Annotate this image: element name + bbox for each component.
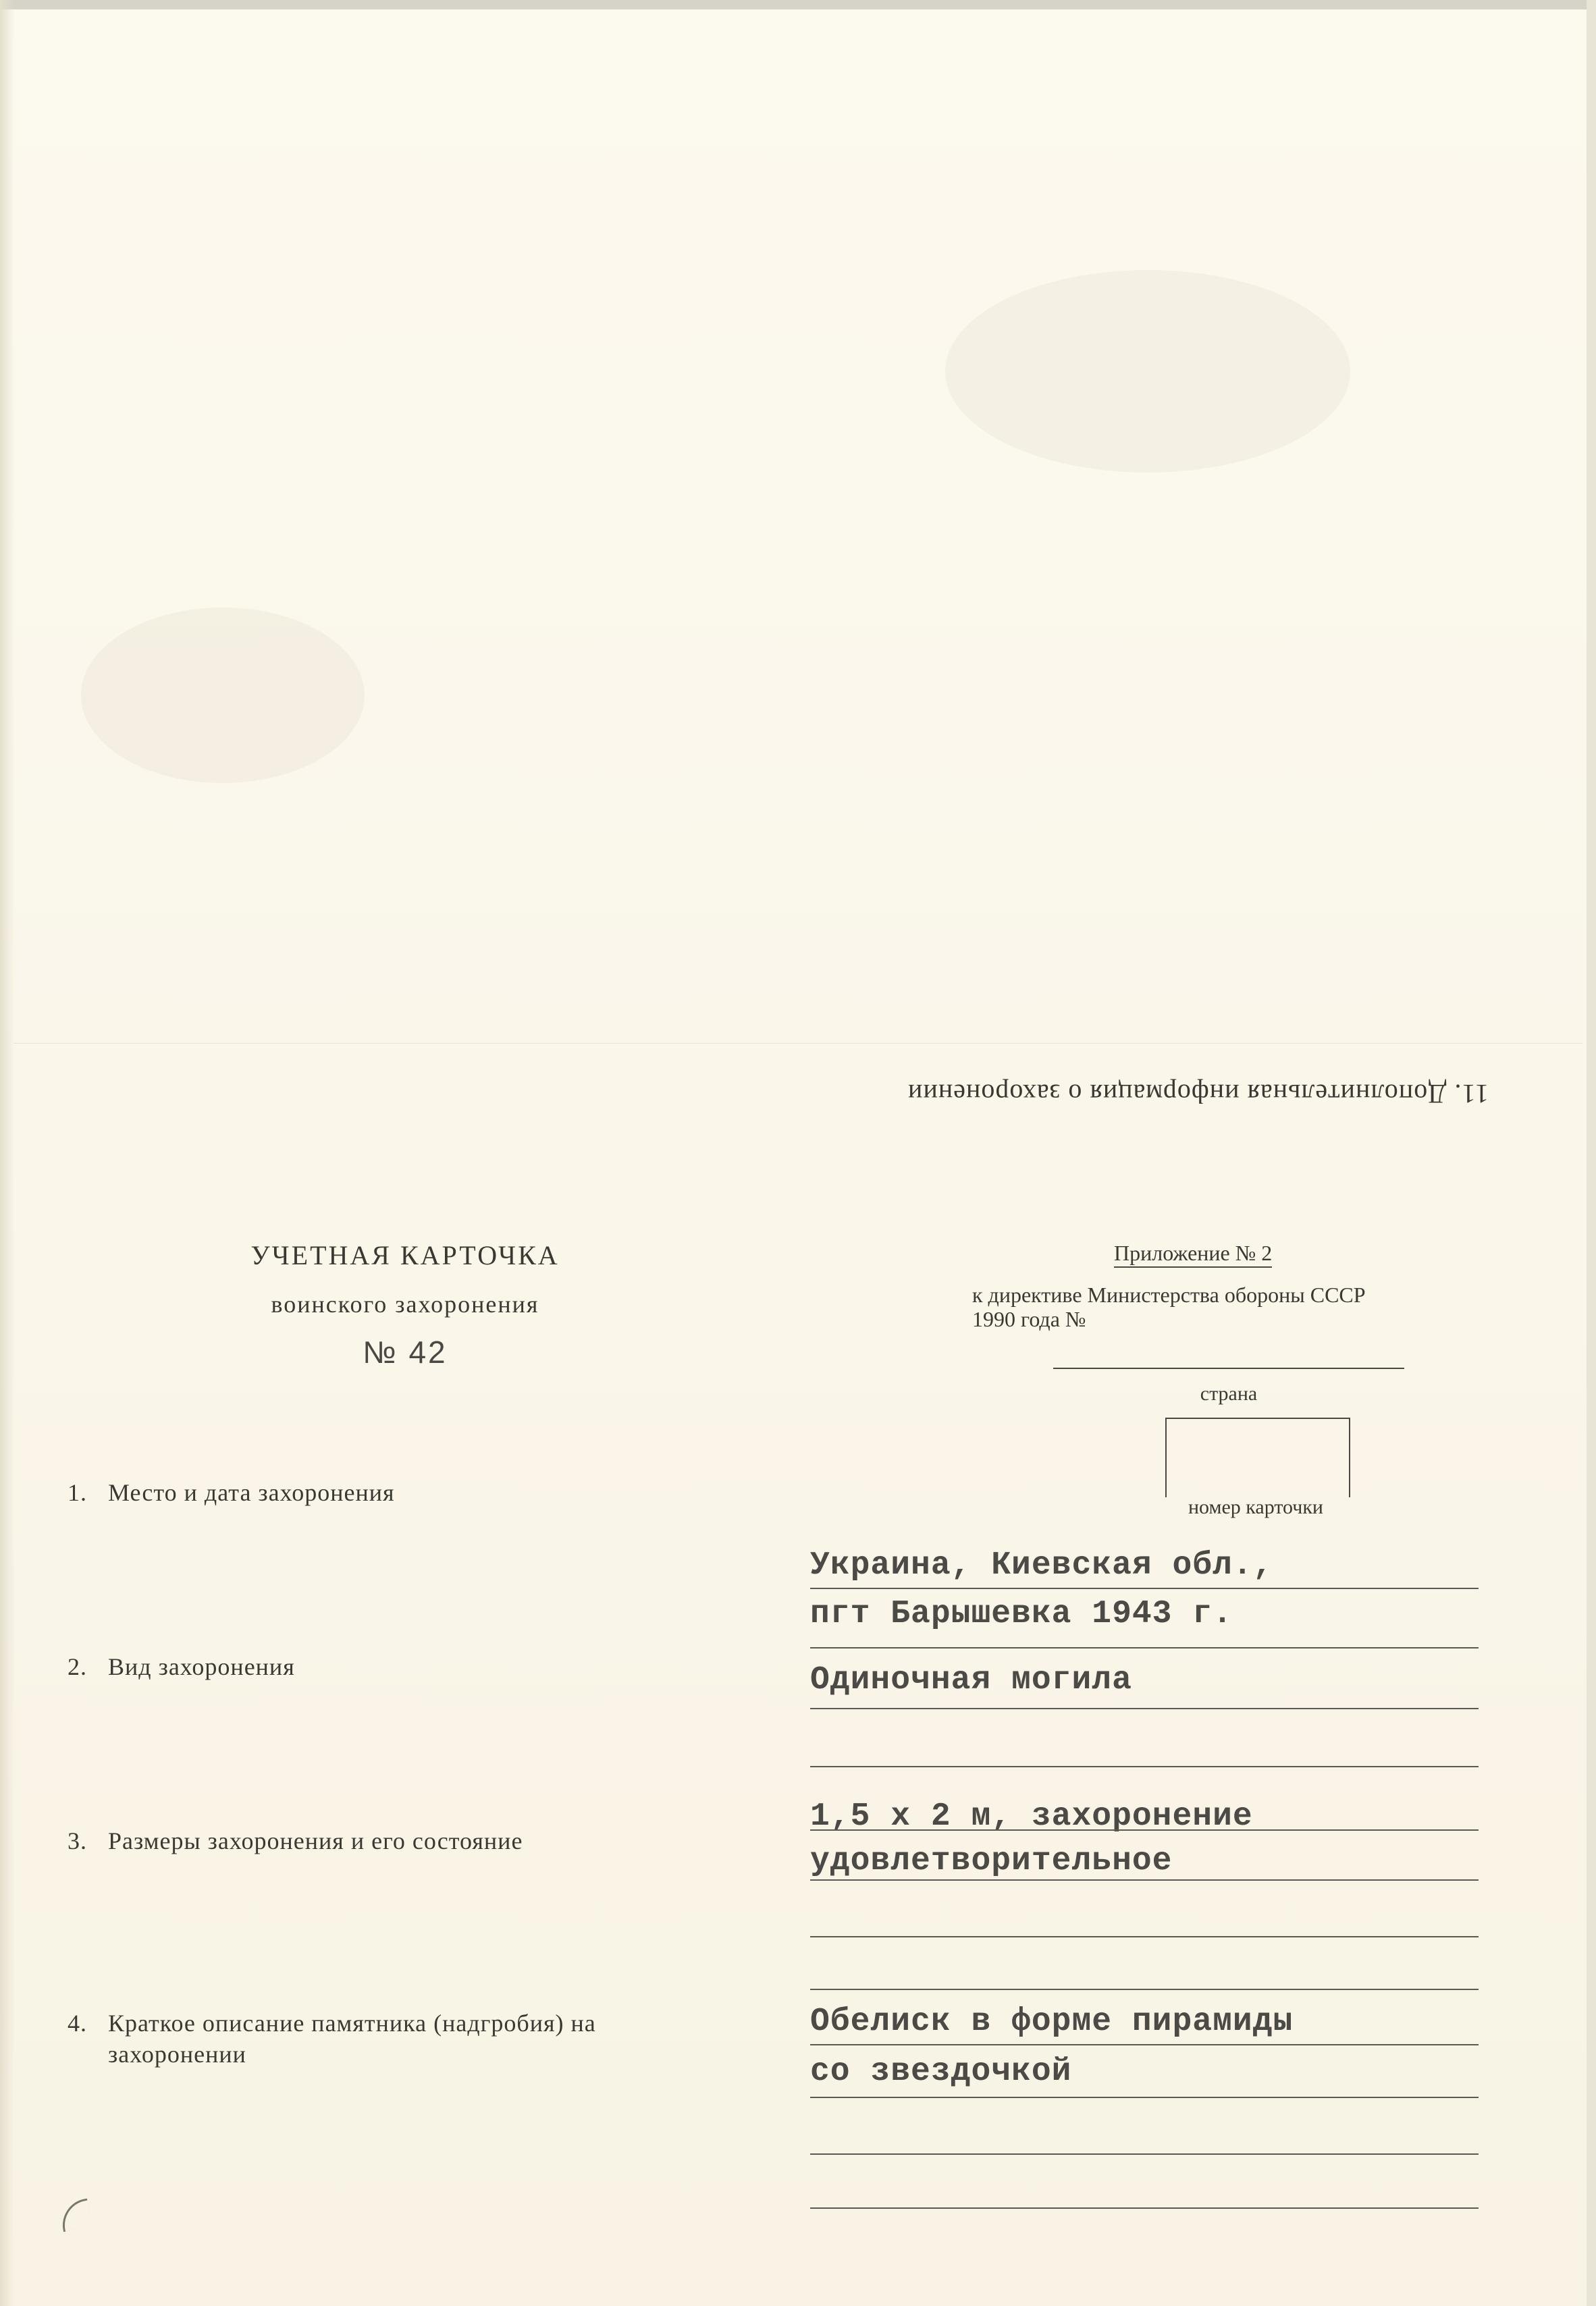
field-label-text: Размеры захоронения и его состояние: [108, 1827, 523, 1854]
paper-stain: [81, 608, 365, 783]
typed-value-burial-condition: удовлетворительное: [810, 1843, 1173, 1879]
field-label-burial-type: [68, 1651, 295, 1682]
card-number-box: [1165, 1418, 1350, 1497]
appendix-note: [972, 1241, 1485, 1331]
value-line: [810, 2044, 1479, 2045]
appendix-line: к директиве Министерства обороны СССР: [972, 1283, 1366, 1307]
value-line: [810, 1708, 1479, 1709]
pencil-mark: [59, 2199, 92, 2232]
card-subtitle: воинского захоронения: [271, 1291, 539, 1318]
appendix-title: Приложение № 2: [1114, 1241, 1272, 1268]
field-number: 3.: [68, 1827, 87, 1854]
field-label-text: Вид захоронения: [108, 1653, 295, 1680]
field-number: 4.: [68, 2010, 87, 2037]
value-line: [810, 1936, 1479, 1937]
country-field-line: [1053, 1368, 1404, 1369]
paper-stain: [945, 270, 1350, 473]
value-line: [810, 2153, 1479, 2155]
value-line: [810, 1647, 1479, 1648]
value-line: [810, 1879, 1479, 1881]
page-top-edge: [0, 0, 1596, 9]
value-line: [810, 2207, 1479, 2209]
card-number: № 42: [363, 1335, 448, 1370]
field-number: 1.: [68, 1479, 87, 1506]
field-label-text: Краткое описание памятника (надгробия) на: [108, 2010, 596, 2037]
typed-value-monument: Обелиск в форме пирамиды: [810, 2004, 1294, 2040]
fold-line: [14, 1043, 1582, 1044]
value-line: [810, 1989, 1479, 1990]
upside-down-section-heading: 11. Дополнительная информация о захоронении: [907, 1079, 1489, 1109]
typed-value-monument-detail: со звездочкой: [810, 2054, 1072, 2090]
field-label-text: Место и дата захоронения: [108, 1479, 395, 1506]
value-line: [810, 2097, 1479, 2098]
card-title: УЧЕТНАЯ КАРТОЧКА: [250, 1240, 560, 1270]
field-label-monument-description: [68, 2008, 596, 2070]
page-right-edge: [1587, 0, 1596, 2306]
field-label-burial-size-condition: [68, 1825, 523, 1856]
value-line: [810, 1766, 1479, 1767]
appendix-text: [972, 1283, 1485, 1331]
appendix-line: 1990 года №: [972, 1307, 1086, 1331]
value-line: [810, 1588, 1479, 1589]
field-label-burial-place-date: [68, 1477, 395, 1508]
typed-value-burial-type: Одиночная могила: [810, 1662, 1132, 1698]
country-label: страна: [1200, 1383, 1258, 1405]
card-title-block: [135, 1235, 675, 1370]
typed-value-burial-size: 1,5 х 2 м, захоронение: [810, 1798, 1253, 1835]
page-left-shadow: [0, 0, 15, 2306]
card-number-label: номер карточки: [1188, 1496, 1323, 1518]
typed-value-burial-place: Украина, Киевская обл.,: [810, 1547, 1273, 1584]
value-line: [810, 1829, 1479, 1831]
field-number: 2.: [68, 1653, 87, 1680]
typed-value-burial-date: пгт Барышевка 1943 г.: [810, 1596, 1233, 1632]
field-label-text-continued: захоронении: [108, 2041, 246, 2068]
